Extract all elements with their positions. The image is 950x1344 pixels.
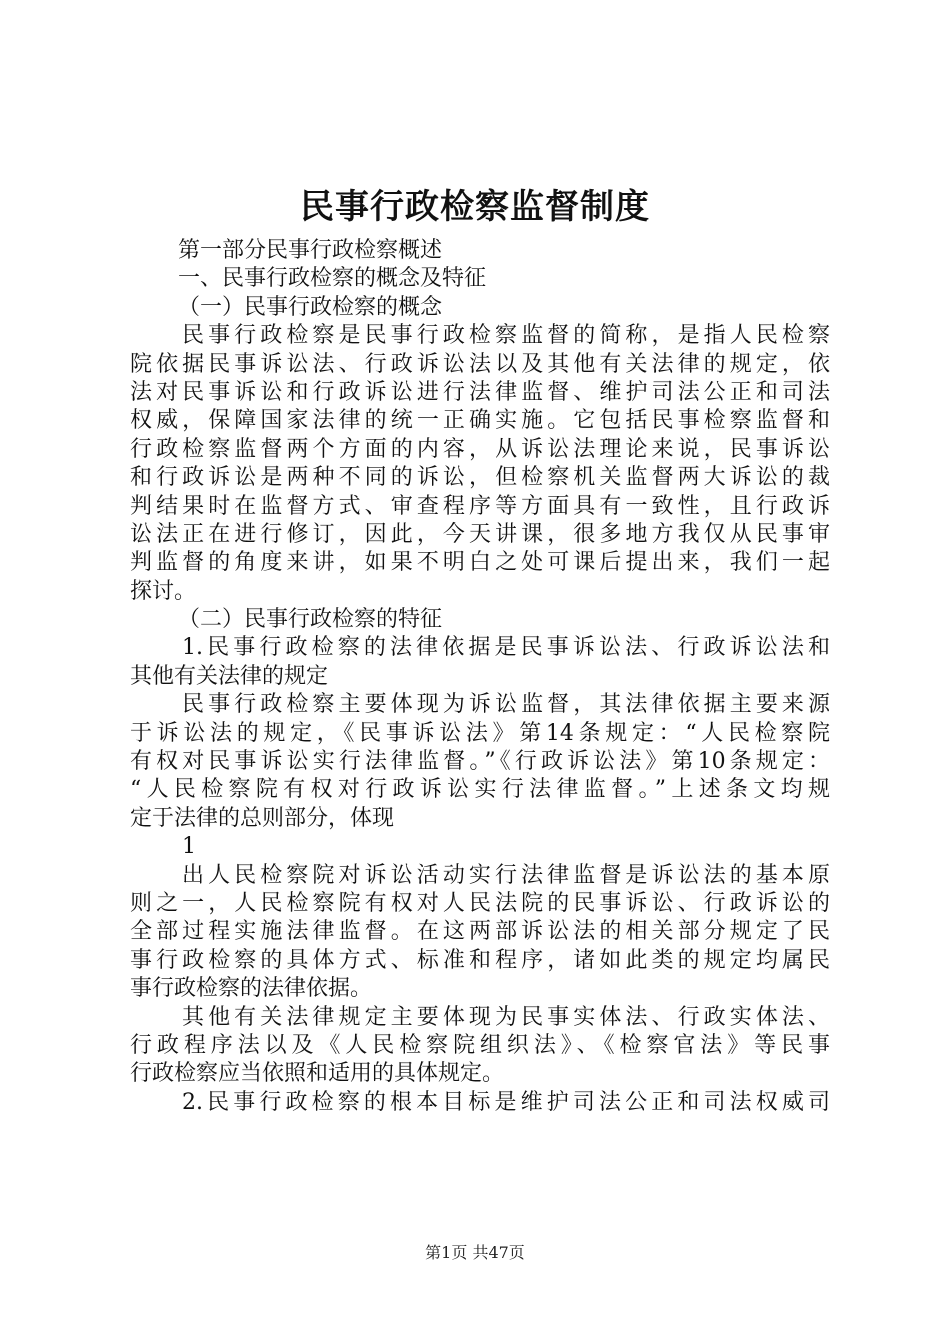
paragraph-line: 行政程序法以及《人民检察院组织法》、《检察官法》等民事 — [130, 1032, 830, 1058]
inline-page-number: 1 — [182, 834, 196, 860]
paragraph-line: “人民检察院有权对行政诉讼实行法律监督。”上述条文均规 — [130, 777, 830, 803]
list-item-line: 其他有关法律的规定 — [130, 663, 329, 689]
section-heading: 第一部分民事行政检察概述 — [178, 238, 443, 263]
document-body — [130, 237, 830, 1117]
paragraph-line: 探讨。 — [130, 578, 197, 604]
paragraph-line: 有权对民事诉讼实行法律监督。”《行政诉讼法》第10条规定： — [130, 749, 830, 775]
subsection-heading: 一、民事行政检察的概念及特征 — [178, 266, 487, 292]
paragraph-line: 法对民事诉讼和行政诉讼进行法律监督、维护司法公正和司法 — [130, 379, 830, 405]
paragraph-line: 讼法正在进行修订，因此，今天讲课，很多地方我仅从民事审 — [130, 521, 830, 547]
paragraph-line: 其他有关法律规定主要体现为民事实体法、行政实体法、 — [182, 1004, 830, 1030]
paragraph-line: 权威，保障国家法律的统一正确实施。它包括民事检察监督和 — [130, 408, 830, 434]
paragraph-line: 出人民检察院对诉讼活动实行法律监督是诉讼法的基本原 — [182, 862, 830, 888]
subsection-heading: （一）民事行政检察的概念 — [178, 294, 443, 320]
paragraph-line: 全部过程实施法律监督。在这两部诉讼法的相关部分规定了民 — [130, 919, 830, 945]
paragraph-line: 则之一，人民检察院有权对人民法院的民事诉讼、行政诉讼的 — [130, 890, 830, 916]
list-item-line: 1.民事行政检察的法律依据是民事诉讼法、行政诉讼法和 — [182, 635, 830, 661]
paragraph-line: 于诉讼法的规定，《民事诉讼法》第14条规定：“人民检察院 — [130, 720, 830, 746]
paragraph-line: 事行政检察的法律依据。 — [130, 976, 373, 1002]
document-title: 民事行政检察监督制度 — [300, 187, 650, 227]
paragraph-line: 行政检察监督两个方面的内容，从诉讼法理论来说，民事诉讼 — [130, 436, 830, 462]
subsection-heading: （二）民事行政检察的特征 — [178, 607, 443, 633]
paragraph-line: 民事行政检察主要体现为诉讼监督，其法律依据主要来源 — [182, 692, 830, 718]
list-item-line: 2.民事行政检察的根本目标是维护司法公正和司法权威司 — [182, 1089, 830, 1115]
paragraph-line: 判监督的角度来讲，如果不明白之处可课后提出来，我们一起 — [130, 550, 830, 576]
paragraph-line: 和行政诉讼是两种不同的诉讼，但检察机关监督两大诉讼的裁 — [130, 465, 830, 491]
paragraph-line: 事行政检察的具体方式、标准和程序，诸如此类的规定均属民 — [130, 947, 830, 973]
paragraph-line: 民事行政检察是民事行政检察监督的简称，是指人民检察 — [182, 323, 830, 349]
page-footer: 第1页 共47页 — [425, 1243, 525, 1262]
paragraph-line: 定于法律的总则部分，体现 — [130, 805, 395, 831]
paragraph-line: 行政检察应当依照和适用的具体规定。 — [130, 1061, 505, 1087]
paragraph-line: 判结果时在监督方式、审查程序等方面具有一致性，且行政诉 — [130, 493, 830, 519]
paragraph-line: 院依据民事诉讼法、行政诉讼法以及其他有关法律的规定，依 — [130, 351, 830, 377]
